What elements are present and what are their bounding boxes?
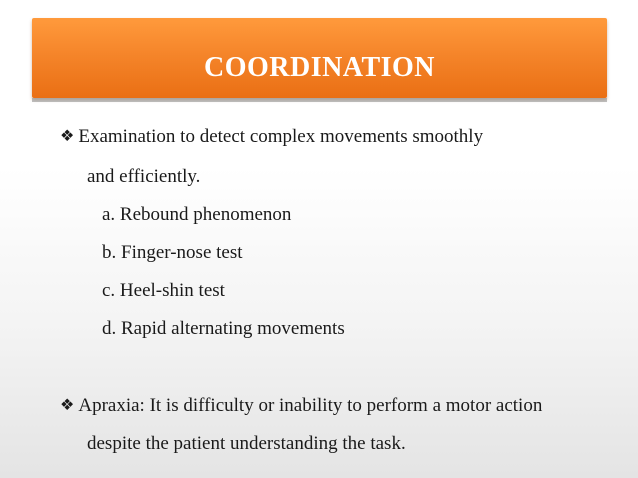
title-banner — [32, 18, 607, 98]
bullet-1-line-1 — [60, 126, 483, 149]
subitem-b: b. Finger-nose test — [102, 242, 243, 263]
bullet-2-line-2: despite the patient understanding the task. — [87, 433, 406, 454]
bullet-2-line-1 — [60, 395, 542, 418]
subitem-a: a. Rebound phenomenon — [102, 204, 292, 225]
subitem-c: c. Heel-shin test — [102, 280, 225, 301]
slide-title: COORDINATION — [203, 52, 436, 83]
bullet-1-text: Examination to detect complex movements smoothly — [78, 126, 484, 147]
diamond-bullet-icon: ❖ — [60, 128, 75, 145]
diamond-bullet-icon: ❖ — [60, 397, 75, 414]
bullet-1-line-2: and efficiently. — [87, 166, 201, 187]
bullet-2-text: Apraxia: It is difficulty or inability to perform a motor action — [78, 395, 543, 416]
subitem-d: d. Rapid alternating movements — [102, 318, 345, 339]
